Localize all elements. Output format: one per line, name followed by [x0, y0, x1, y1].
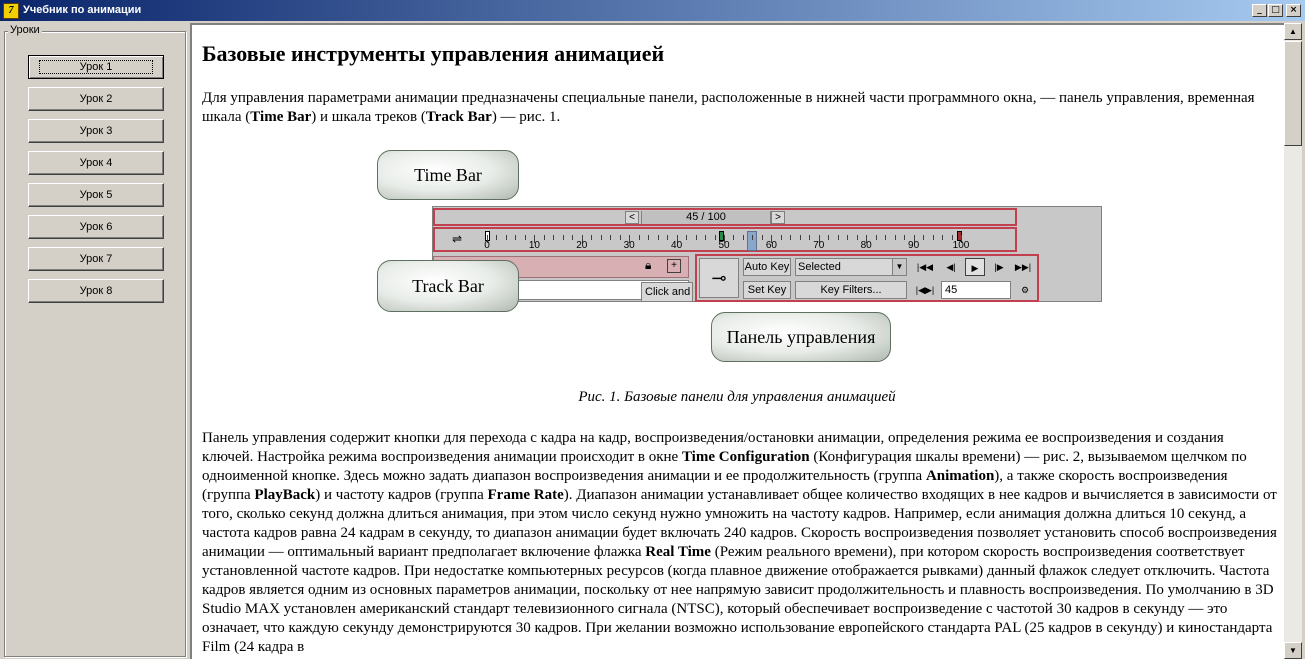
ruler-tick [752, 235, 753, 240]
ruler-tick [572, 235, 573, 240]
lesson-button-7[interactable]: Урок 7 [28, 247, 164, 271]
ruler-tick [923, 235, 924, 240]
lessons-group-label: Уроки [10, 24, 40, 36]
ruler-tick [942, 235, 943, 240]
go-end-icon: ▶▶| [1014, 262, 1032, 272]
time-slider-prev: < [625, 211, 639, 224]
track-ruler [484, 231, 970, 251]
auto-key-button: Auto Key [743, 258, 791, 276]
vertical-scrollbar[interactable] [1284, 23, 1302, 659]
ruler-tick [895, 235, 896, 240]
ruler-tick [828, 235, 829, 240]
play-icon: ▶ [965, 258, 985, 276]
key-filters-button: Key Filters... [795, 281, 907, 299]
ruler-tick [544, 235, 545, 240]
ruler-tick [933, 235, 934, 240]
ruler-tick [686, 235, 687, 240]
selection-lock-area [637, 256, 693, 302]
key-mode-icon: |◀▶| [915, 285, 935, 295]
sidebar [0, 23, 190, 659]
ruler-tick [809, 235, 810, 240]
lesson-button-4[interactable]: Урок 4 [28, 151, 164, 175]
ruler-tick [857, 235, 858, 240]
article-title: Базовые инструменты управления анимацией [202, 41, 665, 66]
lesson-button-2[interactable]: Урок 2 [28, 87, 164, 111]
ruler-tick [790, 235, 791, 240]
ruler-tick [610, 235, 611, 240]
ruler-tick-label: 0 [484, 240, 490, 251]
ruler-tick [838, 235, 839, 240]
add-key-icon: + [667, 259, 681, 273]
ruler-tick-label: 100 [952, 240, 970, 251]
ruler-tick-label: 50 [718, 240, 730, 251]
lesson-button-8[interactable]: Урок 8 [28, 279, 164, 303]
ruler-tick [506, 235, 507, 240]
intro-paragraph: Для управления параметрами анимации предназначены специальные панели, расположенные в нижней части программного окна, — панель управления, временная шкала (Time Bar) и шкала треков (Track Bar) — рис. 1. [202, 90, 1255, 125]
body-paragraph: Панель управления содержит кнопки для перехода с кадра на кадр, воспроизведения/остановки анимации, определения режима ее воспроизведения и создания ключей. Настройка режима воспроизведения анимации происходит в окне Time Configuration (Конфигурация шкалы времени) — рис. 2, вызываемом щелчком по одноименной кнопке. Здесь можно задать диапазон воспроизведения анимации и ее продолжительность (группа Animation), а также скорость воспроизведения (группа PlayBack) и частоту кадров (группа Frame Rate). Диапазон анимации устанавливает общее количество входящих в нее кадров и вычисляется в зависимости от того, сколько секунд должна длиться анимация, при этом число секунд нужно умножить на частоту кадров. Например, если анимация должна длиться 10 секунд, а частота кадров равна 24 кадрам в секунду, то диапазон анимации будет включать 240 кадров. Скорость воспроизведения позволяет установить способ воспроизведения анимации — оптимальный вариант предполагает включение флажка Real Time (Режим реального времени), при котором скорость воспроизведения соответствует установленной частоте кадров. При недостатке компьютерных ресурсов (когда плавное движение отображается рывками) данный флажок следует отключить. Частота кадров является одним из основных параметров анимации, поскольку от нее напрямую зависит продолжительность и плавность воспроизведения. По умолчанию в 3D Studio MAX установлен американский стандарт телевизионного сигнала (NTSC), который обеспечивает воспроизведение с частотой 30 кадров в секунду — это означает, что каждую секунду демонстрируются 30 кадров. При желании возможно использование европейского стандарта PAL (25 кадров в секунду) и киностандарта Film (24 кадра в [202, 430, 1277, 655]
ruler-tick [553, 235, 554, 240]
ruler-tick [876, 235, 877, 240]
article-pane[interactable] [190, 23, 1290, 659]
lock-icon: 🔒︎ [645, 258, 652, 272]
control-panel-callout: Панель управления [711, 312, 891, 362]
ruler-tick [733, 235, 734, 240]
ruler-tick [743, 235, 744, 240]
ruler-tick-label: 60 [765, 240, 777, 251]
ruler-tick [715, 235, 716, 240]
time-config-icon: ⚙ [1020, 285, 1030, 295]
lesson-button-5[interactable]: Урок 5 [28, 183, 164, 207]
ruler-tick [563, 235, 564, 240]
current-frame-field: 45 [941, 281, 1011, 299]
figure-caption: Рис. 1. Базовые панели для управления анимацией [578, 389, 896, 405]
set-key-button: Set Key [743, 281, 791, 299]
lesson-button-1[interactable]: Урок 1 [28, 55, 164, 79]
ruler-tick [667, 235, 668, 240]
minimize-button[interactable]: _ [1252, 4, 1267, 17]
time-bar [433, 208, 1017, 226]
figure-1 [377, 150, 1107, 380]
ruler-tick [515, 235, 516, 240]
ruler-tick [904, 235, 905, 240]
app-icon: 7 [3, 3, 19, 19]
key-icon: ⊸ [699, 258, 739, 298]
time-bar-icon: ⇌ [451, 232, 463, 246]
ruler-tick-label: 80 [860, 240, 872, 251]
ruler-tick [525, 235, 526, 240]
lesson-button-3[interactable]: Урок 3 [28, 119, 164, 143]
lesson-button-6[interactable]: Урок 6 [28, 215, 164, 239]
ruler-tick [800, 235, 801, 240]
control-panel [695, 254, 1039, 302]
ruler-tick [658, 235, 659, 240]
ruler-tick [601, 235, 602, 240]
chevron-down-icon: ▼ [892, 259, 906, 275]
time-slider: 45 / 100 [641, 211, 771, 224]
scroll-up-button[interactable]: ▲ [1284, 23, 1302, 40]
title-bar [0, 0, 1305, 22]
ruler-tick [620, 235, 621, 240]
ruler-tick [696, 235, 697, 240]
ruler-tick-label: 30 [623, 240, 635, 251]
ruler-tick-label: 90 [908, 240, 920, 251]
next-frame-icon: |▶ [994, 262, 1004, 272]
window-title: Учебник по анимации [23, 4, 142, 16]
close-button[interactable]: × [1286, 4, 1301, 17]
click-and-prompt: Click and [641, 282, 693, 302]
track-bar [433, 227, 1017, 252]
maximize-button[interactable]: □ [1268, 4, 1283, 17]
time-bar-callout: Time Bar [377, 150, 519, 200]
go-start-icon: |◀◀ [916, 262, 934, 272]
time-slider-next: > [771, 211, 785, 224]
ruler-tick [781, 235, 782, 240]
ruler-tick [496, 235, 497, 240]
ruler-tick [847, 235, 848, 240]
prev-frame-icon: ◀| [946, 262, 956, 272]
time-slider-knob [747, 231, 757, 251]
ruler-tick [705, 235, 706, 240]
ruler-tick [639, 235, 640, 240]
ruler-tick-label: 40 [671, 240, 683, 251]
scroll-down-button[interactable]: ▼ [1284, 642, 1302, 659]
track-bar-callout: Track Bar [377, 260, 519, 312]
selection-set-dropdown: Selected ▼ [795, 258, 907, 276]
ruler-tick-label: 20 [576, 240, 588, 251]
ruler-tick-label: 10 [528, 240, 540, 251]
scroll-thumb[interactable] [1284, 41, 1302, 146]
ruler-tick [762, 235, 763, 240]
ruler-tick-label: 70 [813, 240, 825, 251]
ruler-tick [591, 235, 592, 240]
ruler-tick [885, 235, 886, 240]
ruler-tick [648, 235, 649, 240]
